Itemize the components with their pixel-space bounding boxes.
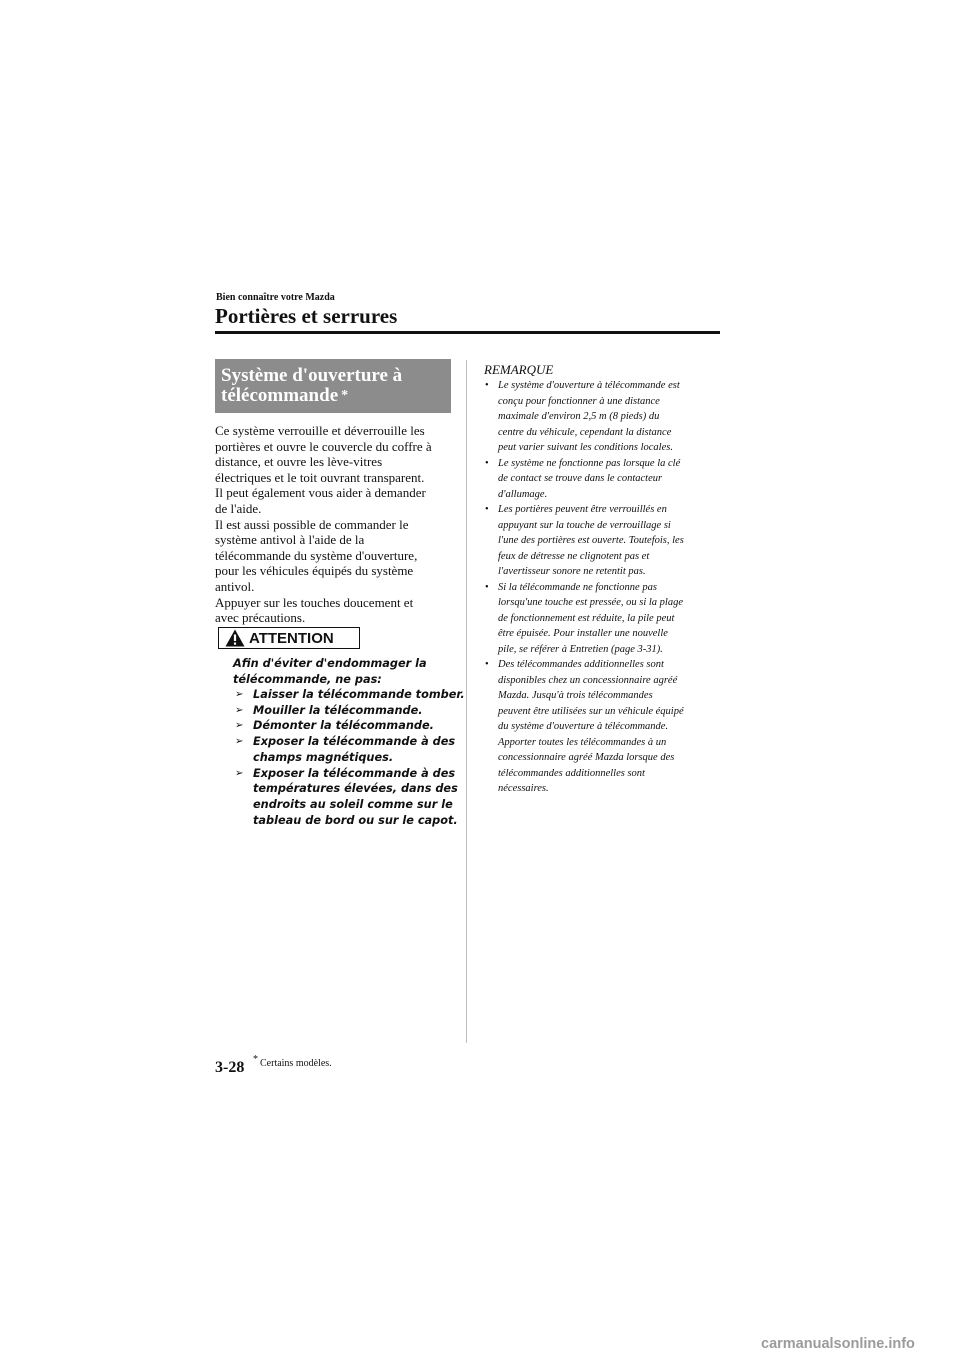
watermark: carmanualsonline.info [761, 1336, 915, 1352]
remarque-line: appuyant sur la touche de verrouillage si [498, 519, 671, 531]
page-number: 3-28 [215, 1059, 245, 1076]
remarque-line: l'avertisseur sonore ne retentit pas. [498, 566, 646, 577]
attention-item-line: tableau de bord ou sur le capot. [253, 813, 458, 827]
section-title-line-2 [221, 385, 348, 406]
attention-list [233, 687, 465, 828]
section-title-box [215, 359, 451, 413]
remarque-line: pile, se référer à Entretien (page 3-31). [498, 643, 663, 655]
remarque-line: Des télécommandes additionnelles sont [498, 659, 664, 670]
body-line: Appuyer sur les touches doucement et [215, 594, 414, 610]
attention-item [233, 734, 465, 765]
attention-box [218, 627, 360, 649]
bullet-icon: • [485, 581, 489, 593]
arrow-bullet-icon: ➢ [235, 720, 244, 732]
remarque-line: Si la télécommande ne fonctionne pas [498, 581, 657, 593]
warning-triangle-icon [225, 629, 245, 647]
body-line: de l'aide. [215, 500, 262, 516]
attention-item-line: champs magnétiques. [253, 750, 394, 764]
attention-item [233, 766, 465, 829]
body-line: système antivol à l'aide de la [215, 532, 365, 548]
body-line: pour les véhicules équipés du système [215, 563, 414, 579]
bullet-icon: • [485, 380, 489, 391]
bullet-icon: • [485, 659, 489, 670]
footnote-text: Certains modèles. [260, 1058, 332, 1069]
remarque-line: d'allumage. [498, 488, 548, 500]
remarque-heading: REMARQUE [484, 362, 554, 377]
remarque-line: conçu pour fonctionner à une distance [498, 395, 660, 407]
chapter-title: Portières et serrures [215, 304, 398, 328]
optional-equipment-mark: * [341, 388, 349, 403]
attention-item [233, 703, 465, 719]
remarque-line: être épuisée. Pour installer une nouvelle [498, 628, 668, 639]
body-line: Il peut également vous aider à demander [215, 485, 426, 501]
section-body [215, 423, 455, 626]
remarque-line: Les portières peuvent être verrouillés en [498, 504, 667, 515]
attention-item-line: Démonter la télécommande. [253, 719, 434, 733]
section-label: Bien connaître votre Mazda [216, 292, 335, 303]
remarque-line: Le système d'ouverture à télécommande est [498, 380, 680, 391]
section-title-line-1: Système d'ouverture à [221, 365, 403, 386]
section-title-text: télécommande [221, 385, 339, 406]
attention-label: ATTENTION [249, 630, 334, 647]
attention-item-line: Exposer la télécommande à des [253, 735, 456, 749]
arrow-bullet-icon: ➢ [235, 736, 244, 748]
remarque-list [484, 378, 684, 797]
attention-item-line: endroits au soleil comme sur le [253, 797, 453, 811]
remarque-line: du système d'ouverture à télécommande. [498, 721, 669, 732]
attention-item-line: Exposer la télécommande à des [253, 766, 456, 780]
remarque-line: disponibles chez un concessionnaire agréé [498, 674, 678, 686]
attention-item-line: températures élevées, dans des [253, 782, 458, 796]
attention-item [233, 718, 465, 734]
attention-item [233, 687, 465, 703]
remarque-line: peuvent être utilisées sur un véhicule équipé [498, 705, 684, 717]
arrow-bullet-icon: ➢ [235, 704, 244, 716]
remarque-line: Apporter toutes les télécommandes à un [498, 736, 667, 748]
remarque-line: concessionnaire agréé Mazda lorsque des [498, 752, 675, 763]
body-line: télécommande du système d'ouverture, [215, 547, 418, 563]
bullet-icon: • [485, 457, 489, 469]
bullet-icon: • [485, 504, 489, 515]
footnote-mark: * [253, 1053, 258, 1065]
remarque-line: lorsqu'une touche est pressée, ou si la plage [498, 597, 683, 608]
body-line: électriques et le toit ouvrant transparent. [215, 469, 425, 485]
remarque-line: maximale d'environ 2,5 m (8 pieds) du [498, 411, 660, 422]
body-line: portières et ouvre le couvercle du coffre à [215, 438, 432, 454]
body-line: avec précautions. [215, 610, 306, 626]
arrow-bullet-icon: ➢ [235, 767, 244, 779]
header-rule [215, 331, 720, 334]
remarque-item [484, 657, 684, 797]
body-line: Ce système verrouille et déverrouille les [215, 423, 425, 438]
remarque-item [484, 502, 684, 580]
remarque-line: de contact se trouve dans le contacteur [498, 473, 663, 484]
column-divider [466, 360, 467, 1043]
attention-intro [233, 656, 427, 687]
remarque-line: feux de détresse ne clignotent pas et [498, 550, 650, 562]
remarque-line: de fonctionnement est réduite, la pile peut [498, 612, 675, 624]
remarque-line: Mazda. Jusqu'à trois télécommandes [498, 690, 653, 701]
remarque-line: Le système ne fonctionne pas lorsque la clé [498, 457, 681, 469]
remarque-line: peut varier suivant les conditions locales. [498, 442, 673, 453]
attention-item-line: Laisser la télécommande tomber. [253, 688, 465, 701]
remarque-line: télécommandes additionnelles sont [498, 767, 645, 779]
attention-intro-line: Afin d'éviter d'endommager la [233, 657, 427, 670]
attention-intro-line: télécommande, ne pas: [233, 672, 382, 686]
remarque-item [484, 580, 684, 658]
footnote [253, 1053, 332, 1069]
remarque-line: l'une des portières est ouverte. Toutefois, les [498, 535, 684, 546]
remarque-item [484, 378, 684, 456]
body-line: distance, et ouvre les lève-vitres [215, 454, 383, 470]
body-line: antivol. [215, 578, 255, 594]
remarque-line: nécessaires. [498, 783, 549, 794]
remarque-line: centre du véhicule, cependant la distance [498, 426, 672, 438]
arrow-bullet-icon: ➢ [235, 689, 244, 700]
body-line: Il est aussi possible de commander le [215, 516, 409, 532]
remarque-item [484, 456, 684, 503]
attention-item-line: Mouiller la télécommande. [253, 703, 423, 717]
